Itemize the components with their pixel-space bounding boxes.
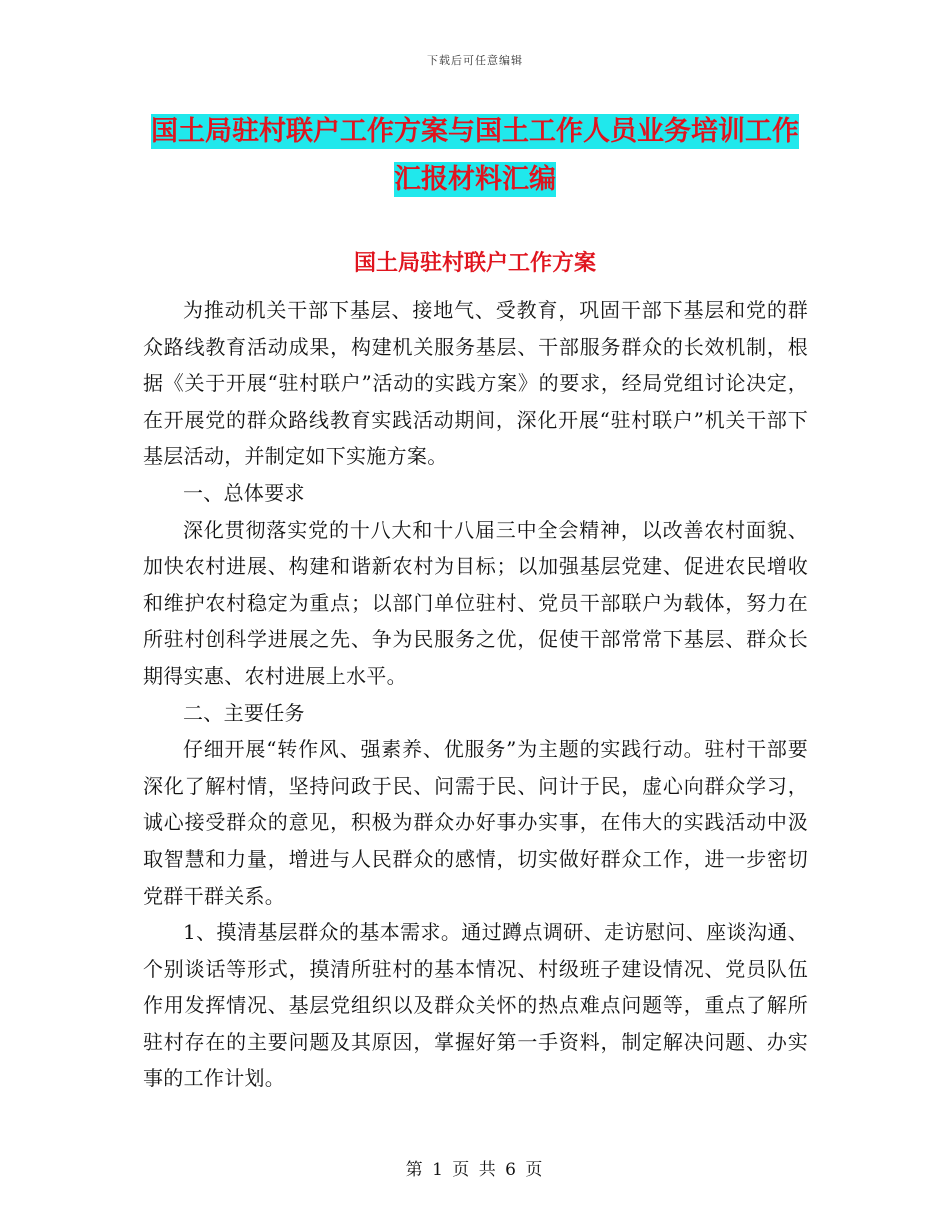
- section-title: 国土局驻村联户工作方案: [353, 251, 596, 276]
- document-title-text: 国土局驻村联户工作方案与国土工作人员业务培训工作汇报材料汇编: [151, 116, 799, 195]
- paragraph-general-requirements: 深化贯彻落实党的十八大和十八届三中全会精神，以改善农村面貌、加快农村进展、构建和谐新农村为目标；以加强基层党建、促进农民增收和维护农村稳定为重点；以部门单位驻村、党员干部联户为载体，努力在所驻村创科学进展之先、争为民服务之优，促使干部常常下基层、群众长期得实惠、农村进展上水平。: [143, 517, 808, 688]
- paragraph-intro: 为推动机关干部下基层、接地气、受教育，巩固干部下基层和党的群众路线教育活动成果，构建机关服务基层、干部服务群众的长效机制，根据《关于开展“驻村联户”活动的实践方案》的要求，经局党组讨论决定，在开展党的群众路线教育实践活动期间，深化开展“驻村联户”机关干部下基层活动，并制定如下实施方案。: [143, 298, 808, 469]
- header-note: 下载后可任意编辑: [427, 54, 523, 67]
- page-number: 第 1 页 共 6 页: [405, 1160, 545, 1180]
- paragraph-task-1: 1、摸清基层群众的基本需求。通过蹲点调研、走访慰问、座谈沟通、个别谈话等形式，摸清所驻村的基本情况、村级班子建设情况、党员队伍作用发挥情况、基层党组织以及群众关怀的热点难点问题等，重点了解所驻村存在的主要问题及其原因，掌握好第一手资料，制定解决问题、办实事的工作计划。: [143, 920, 808, 1091]
- heading-general-requirements: 一、总体要求: [183, 480, 305, 505]
- document-title: [140, 108, 810, 204]
- paragraph-main-tasks: 仔细开展“转作风、强素养、优服务”为主题的实践行动。驻村干部要深化了解村情，坚持问政于民、问需于民、问计于民，虚心向群众学习，诚心接受群众的意见，积极为群众办好事办实事，在伟大的实践活动中汲取智慧和力量，增进与人民群众的感情，切实做好群众工作，进一步密切党群干群关系。: [143, 737, 808, 908]
- heading-main-tasks: 二、主要任务: [183, 700, 305, 725]
- document-body: [143, 292, 808, 1097]
